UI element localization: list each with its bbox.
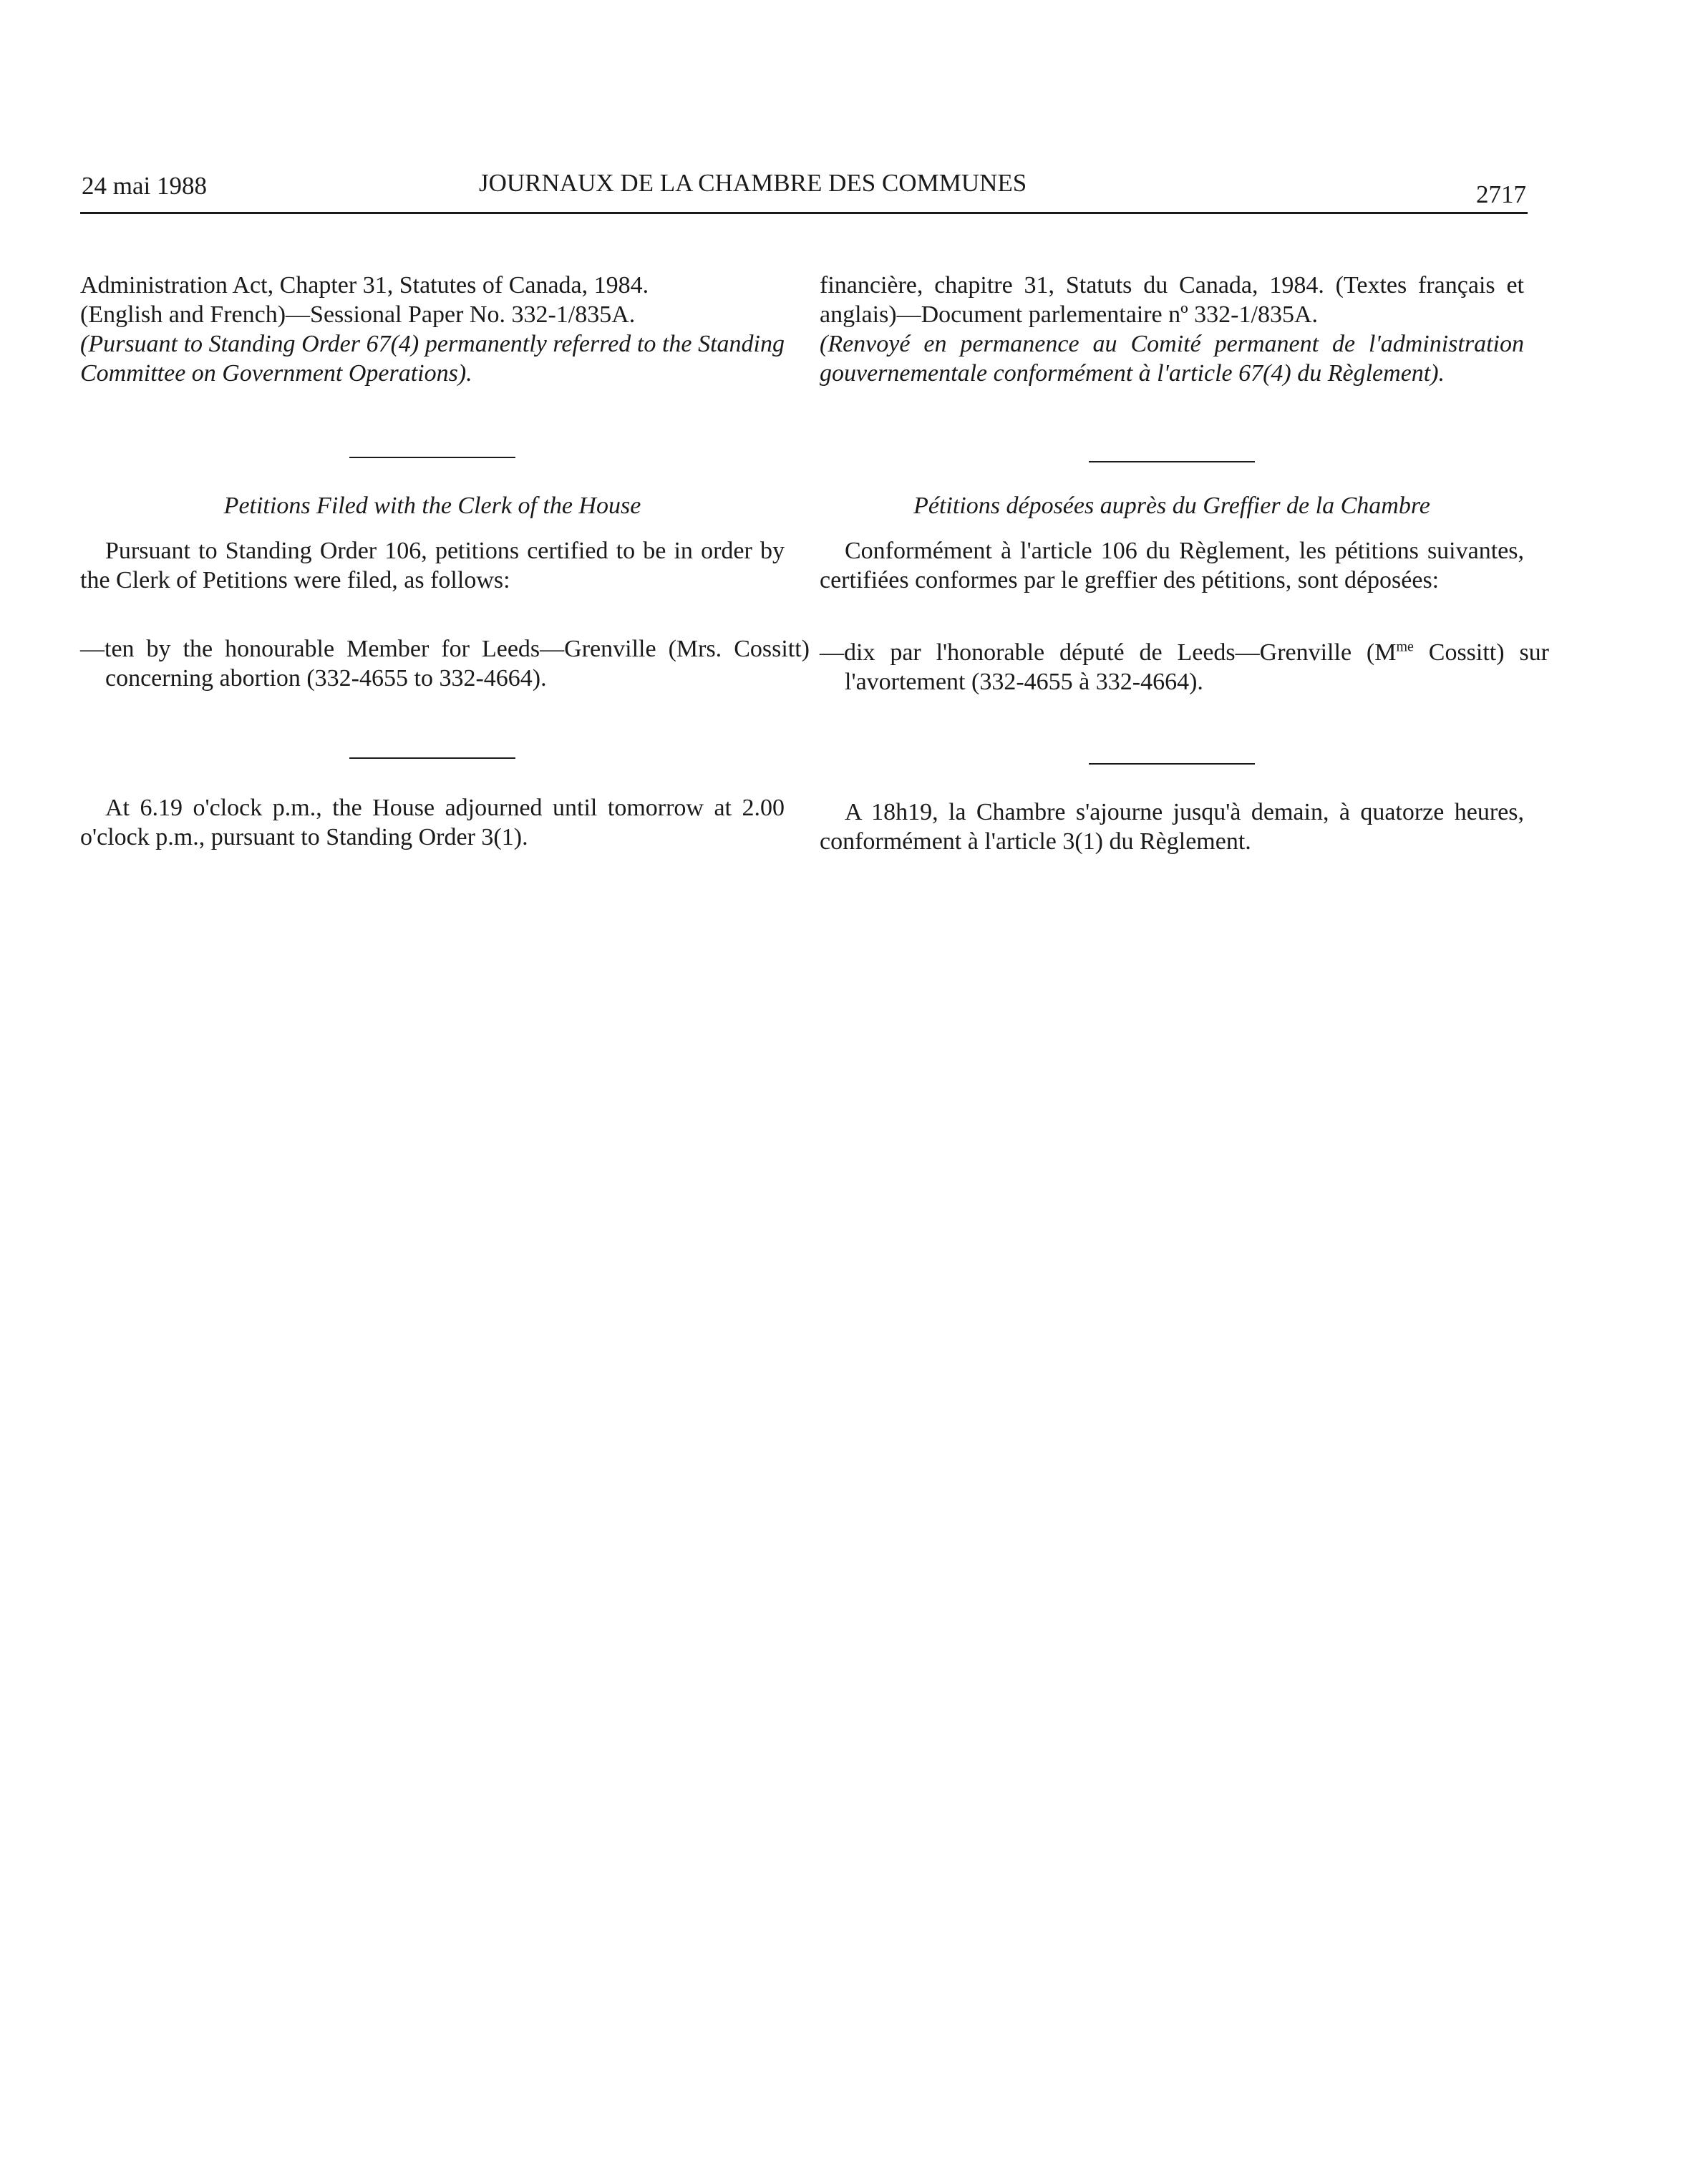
french-divider-1 [1089, 461, 1255, 462]
french-petition-item-pre: —dix par l'honorable député de Leeds—Grenville (M [820, 639, 1397, 666]
french-petition-item-post: Cossitt) sur l'avortement (332-4655 à 332-4664). [845, 639, 1550, 695]
english-intro-line1: Administration Act, Chapter 31, Statutes of Canada, 1984. [80, 272, 649, 299]
french-section-title: Pétitions déposées auprès du Greffier de la Chambre [913, 493, 1430, 519]
english-intro-referral: (Pursuant to Standing Order 67(4) permanently referred to the Standing Committee on Government Operations). [80, 331, 785, 387]
english-petition-item: —ten by the honourable Member for Leeds—Grenville (Mrs. Cossitt) concerning abortion (332-4655 to 332-4664). [80, 636, 810, 692]
page-number: 2717 [1476, 180, 1526, 208]
english-section-title: Petitions Filed with the Clerk of the House [223, 493, 641, 519]
french-adjournment: A 18h19, la Chambre s'ajourne jusqu'à demain, à quatorze heures, conformément à l'article 3(1) du Règlement. [820, 799, 1524, 855]
french-intro [820, 271, 1524, 388]
french-divider-2 [1089, 763, 1255, 765]
english-intro-line2: (English and French)—Sessional Paper No. 332-1/835A. [80, 301, 636, 328]
english-section-body: Pursuant to Standing Order 106, petitions certified to be in order by the Clerk of Petitions were filed, as follows: [80, 538, 785, 593]
english-adjournment: At 6.19 o'clock p.m., the House adjourned until tomorrow at 2.00 o'clock p.m., pursuant to Standing Order 3(1). [80, 795, 785, 850]
english-intro [80, 271, 785, 388]
french-petition-item-sup: me [1396, 639, 1414, 655]
header-date: 24 mai 1988 [82, 172, 207, 200]
page-header [80, 166, 1528, 214]
header-title: JOURNAUX DE LA CHAMBRE DES COMMUNES [479, 169, 1027, 197]
english-divider-2 [349, 757, 515, 759]
french-section-body: Conformément à l'article 106 du Règlement, les pétitions suivantes, certifiées conformes par le greffier des pétitions, sont déposées: [820, 538, 1524, 593]
french-intro-referral: (Renvoyé en permanence au Comité permanent de l'administration gouvernementale conformément à l'article 67(4) du Règlement). [820, 331, 1524, 387]
english-divider-1 [349, 457, 515, 458]
french-petition-item [820, 638, 1549, 697]
french-intro-line1: financière, chapitre 31, Statuts du Canada, 1984. (Textes français et anglais)—Document parlementaire nº 332-1/835A. [820, 272, 1524, 328]
